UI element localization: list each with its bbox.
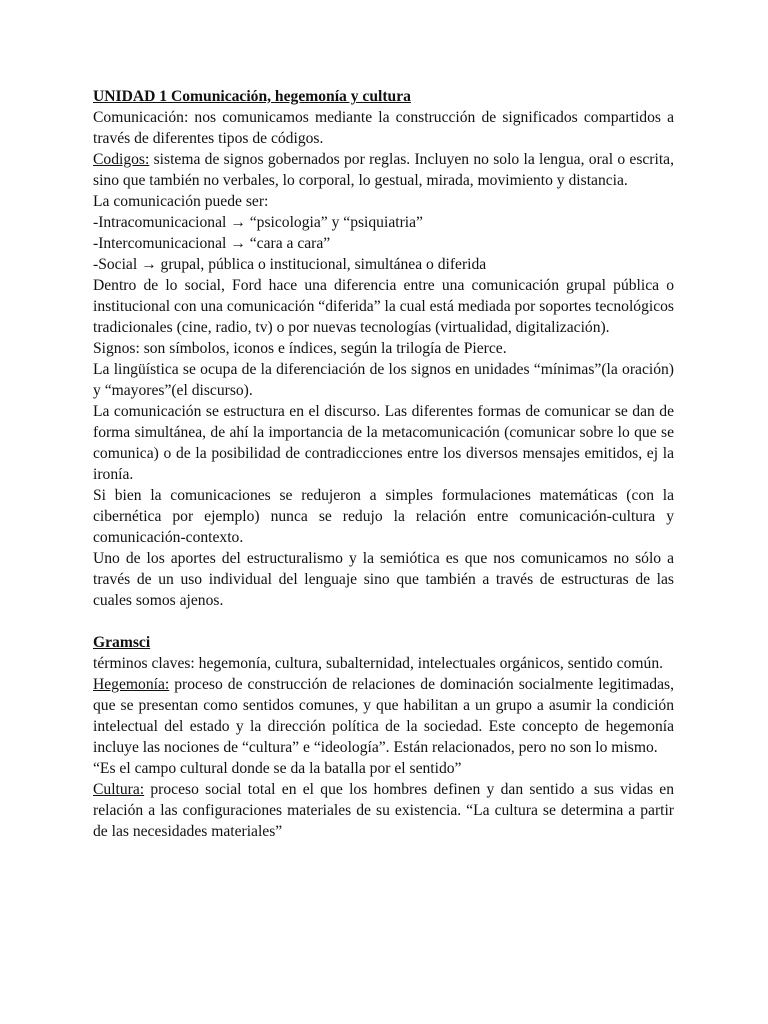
hegemonia-term: Hegemonía: xyxy=(93,676,170,693)
paragraph-linguistica: La lingüística se ocupa de la diferenciación de los signos en unidades “mínimas”(la oración) y “mayores”(el discurso). xyxy=(93,361,674,399)
paragraph-signos: Signos: son símbolos, iconos e índices, según la trilogía de Pierce. xyxy=(93,340,507,357)
paragraph-puede-ser: La comunicación puede ser: xyxy=(93,193,269,210)
cultura-term: Cultura: xyxy=(93,781,145,798)
list-item-intracomunicacional: -Intracomunicacional → “psicologia” y “psiquiatria” xyxy=(93,214,423,231)
document-page xyxy=(93,86,674,842)
gramsci-heading: Gramsci xyxy=(93,634,151,651)
list-item-social: -Social → grupal, pública o institucional, simultánea o diferida xyxy=(93,256,487,273)
hegemonia-definition: proceso de construcción de relaciones de dominación socialmente legitimadas, que se presentan como sentidos comunes, y que habilitan a un grupo a asumir la condición intelectual del estado y la dirección política de la sociedad. Este concepto de hegemonía incluye las nociones de “cultura” e “ideología”. Están relacionados, pero no son lo mismo. xyxy=(93,676,674,756)
section-title-gramsci xyxy=(93,632,674,653)
blank-line xyxy=(93,611,674,632)
paragraph-terminos-claves: términos claves: hegemonía, cultura, subalternidad, intelectuales orgánicos, sentido común. xyxy=(93,655,664,672)
paragraph-comunicacion: Comunicación: nos comunicamos mediante la construcción de significados compartidos a través de diferentes tipos de códigos. xyxy=(93,109,674,147)
paragraph-cibernetica: Si bien la comunicaciones se redujeron a simples formulaciones matemáticas (con la cibernética por ejemplo) nunca se redujo la relación entre comunicación-cultura y comunicación-contexto. xyxy=(93,487,674,546)
paragraph-hegemonia xyxy=(93,674,674,758)
paragraph-quote: “Es el campo cultural donde se da la batalla por el sentido” xyxy=(93,760,462,777)
paragraph-cultura xyxy=(93,779,674,842)
section-title-unidad-1 xyxy=(93,86,674,107)
paragraph-codigos xyxy=(93,149,674,191)
unidad-1-heading: UNIDAD 1 Comunicación, hegemonía y cultura xyxy=(93,88,411,105)
paragraph-discurso: La comunicación se estructura en el discurso. Las diferentes formas de comunicar se dan de forma simultánea, de ahí la importancia de la metacomunicación (comunicar sobre lo que se comunica) o de la posibilidad de contradicciones entre los diversos mensajes emitidos, ej la ironía. xyxy=(93,403,674,483)
codigos-term: Codigos: xyxy=(93,151,150,168)
paragraph-ford: Dentro de lo social, Ford hace una diferencia entre una comunicación grupal pública o institucional con una comunicación “diferida” la cual está mediada por soportes tecnológicos tradicionales (cine, radio, tv) o por nuevas tecnologías (virtualidad, digitalización). xyxy=(93,277,674,336)
list-item-intercomunicacional: -Intercomunicacional → “cara a cara” xyxy=(93,235,331,252)
paragraph-estructuralismo: Uno de los aportes del estructuralismo y la semiótica es que nos comunicamos no sólo a través de un uso individual del lenguaje sino que también a través de estructuras de las cuales somos ajenos. xyxy=(93,550,674,609)
cultura-definition: proceso social total en el que los hombres definen y dan sentido a sus vidas en relación a las configuraciones materiales de su existencia. “La cultura se determina a partir de las necesidades materiales” xyxy=(93,781,674,840)
codigos-definition: sistema de signos gobernados por reglas. Incluyen no solo la lengua, oral o escrita, sino que también no verbales, lo corporal, lo gestual, mirada, movimiento y distancia. xyxy=(93,151,674,189)
